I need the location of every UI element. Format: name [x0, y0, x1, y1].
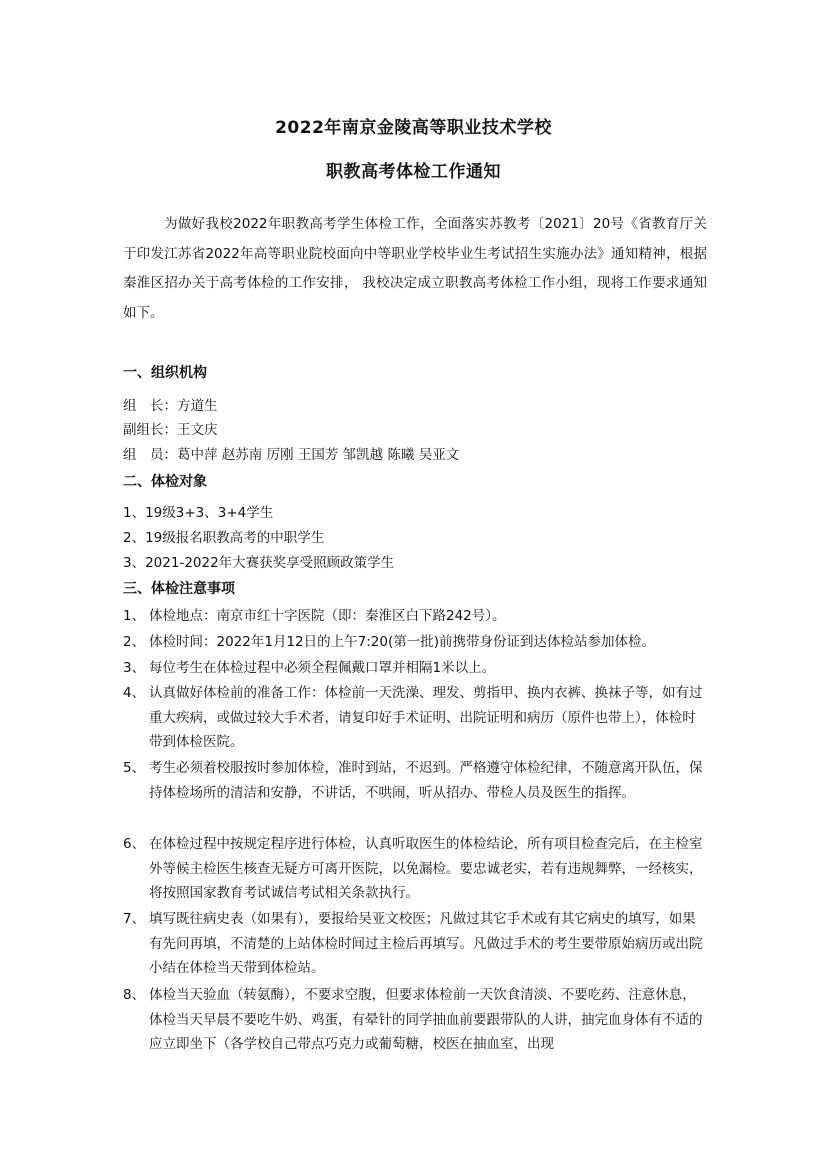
- note-item: [123, 656, 703, 681]
- note-number: 5、: [123, 760, 146, 776]
- target-line: 2、19级报名职教高考的中职学生: [123, 530, 325, 546]
- note-text: 在体检过程中按规定程序进行体检，认真听取医生的体检结论，所有项目检查完后，在主检室外等候主检医生核查无疑方可离开医院，以免漏检。要忠诚老实，若有违规舞弊，一经核实，将按照国家教育考试诚信考试相关条款执行。: [149, 836, 703, 901]
- target-line: 3、2021-2022年大赛获奖享受照顾政策学生: [123, 555, 395, 571]
- note-number: 8、: [123, 987, 146, 1003]
- note-text: 每位考生在体检过程中必须全程佩戴口罩并相隔1米以上。: [149, 660, 496, 676]
- note-number: 2、: [123, 634, 146, 650]
- intro-paragraph: 为做好我校2022年职教高考学生体检工作，全面落实苏教考〔2021〕20号《省教育厅关于印发江苏省2022年高等职业院校面向中等职业学校毕业生考试招生实施办法》通知精神，根据秦淮区招办关于高考体检的工作安排， 我校决定成立职教高考体检工作小组，现将工作要求通知如下。: [123, 216, 707, 321]
- note-number: 7、: [123, 911, 146, 927]
- note-text: 体检当天验血（转氨酶），不要求空腹，但要求体检前一天饮食清淡、不要吃药、注意休息，体检当天早晨不要吃牛奶、鸡蛋，有晕针的同学抽血前要跟带队的人讲，抽完血身体有不适的应立即坐下（各学校自己带点巧克力或葡萄糖，校医在抽血室，出现: [149, 987, 703, 1052]
- note-item: [123, 630, 703, 655]
- note-text: 认真做好体检前的准备工作：体检前一天洗澡、理发、剪指甲、换内衣裤、换袜子等，如有过重大疾病，或做过较大手术者，请复印好手术证明、出院证明和病历（原件也带上），体检时带到体检医院。: [149, 685, 703, 750]
- note-text: 填写既往病史表（如果有），要报给吴亚文校医；凡做过其它手术或有其它病史的填写，如果有先问再填，不清楚的上站体检时间过主检后再填写。凡做过手术的考生要带原始病历或出院小结在体检当天带到体检站。: [149, 911, 703, 976]
- document-title: 2022年南京金陵高等职业技术学校: [275, 118, 552, 138]
- note-item: [123, 983, 703, 1057]
- org-deputy-line: 副组长：王文庆: [123, 422, 218, 438]
- note-item: [123, 832, 703, 906]
- note-item: [123, 604, 703, 629]
- document-subtitle: 职教高考体检工作通知: [326, 162, 501, 182]
- note-item: [123, 907, 703, 981]
- note-item: [123, 756, 703, 805]
- note-number: 4、: [123, 685, 146, 701]
- target-line: 1、19级3+3、3+4学生: [123, 505, 274, 521]
- section-heading-notes: 三、体检注意事项: [123, 581, 235, 597]
- note-text: 体检时间：2022年1月12日的上午7:20(第一批)前携带身份证到达体检站参加体检。: [149, 634, 655, 650]
- org-leader-line: 组 长：方道生: [123, 398, 218, 414]
- note-number: 3、: [123, 660, 146, 676]
- section-heading-org: 一、组织机构: [123, 365, 207, 381]
- note-item: [123, 681, 703, 755]
- note-text: 体检地点：南京市红十字医院（即：秦淮区白下路242号）。: [149, 608, 506, 624]
- note-number: 1、: [123, 608, 146, 624]
- note-text: 考生必须着校服按时参加体检，准时到站，不迟到。严格遵守体检纪律，不随意离开队伍，保持体检场所的清洁和安静，不讲话，不哄闹，听从招办、带检人员及医生的指挥。: [149, 760, 703, 801]
- note-number: 6、: [123, 836, 146, 852]
- section-heading-targets: 二、体检对象: [123, 474, 207, 490]
- org-members-line: 组 员：葛中萍 赵苏南 厉刚 王国芳 邹凯越 陈曦 吴亚文: [123, 447, 460, 463]
